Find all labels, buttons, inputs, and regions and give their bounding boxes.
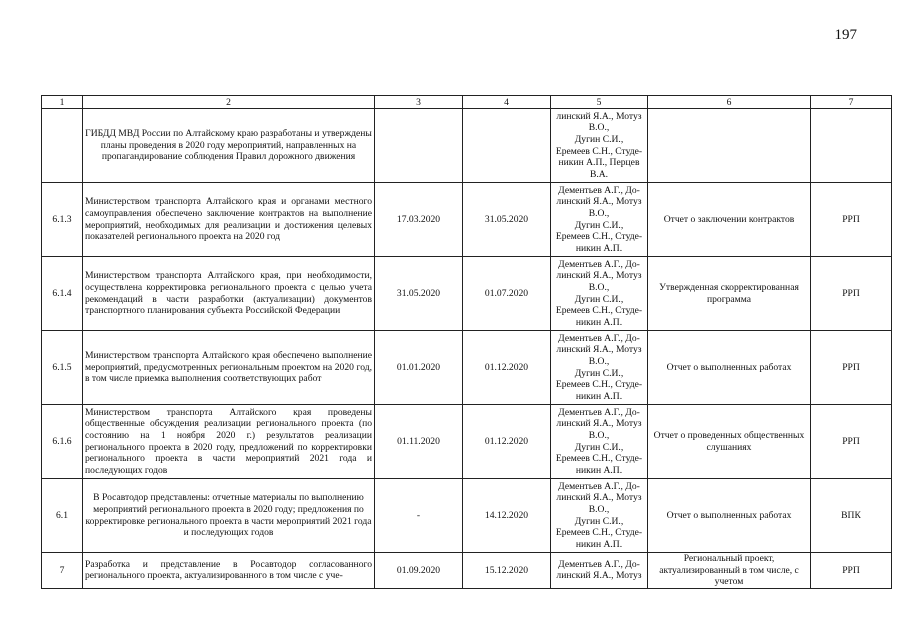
cell-responsible: Дементьев А.Г., До- линский Я.А., Мотуз В.О., Дугин С.И., Еремеев С.Н., Студе- никин А.П. xyxy=(551,479,648,553)
column-header: 3 xyxy=(375,96,463,109)
cell-responsible: Дементьев А.Г., До- линский Я.А., Мотуз В.О., Дугин С.И., Еремеев С.Н., Студе- никин А.П. xyxy=(551,257,648,331)
column-header: 7 xyxy=(811,96,892,109)
cell-code: РРП xyxy=(811,257,892,331)
cell-description: В Росавтодор представлены: отчетные материалы по выполнению мероприятий регионального проекта в 2020 году; предложения по корректировке регионального проекта в части мероприятий 2021 года и последующих годов xyxy=(83,479,375,553)
cell-number: 6.1.3 xyxy=(42,183,83,257)
table-row xyxy=(42,109,892,183)
cell-number: 6.1.5 xyxy=(42,331,83,405)
cell-end-date: 14.12.2020 xyxy=(463,479,551,553)
cell-end-date: 01.12.2020 xyxy=(463,405,551,479)
cell-responsible: Дементьев А.Г., До- линский Я.А., Мотуз xyxy=(551,553,648,589)
cell-code: ВПК xyxy=(811,479,892,553)
cell-number: 6.1.6 xyxy=(42,405,83,479)
cell-end-date: 01.12.2020 xyxy=(463,331,551,405)
cell-start-date xyxy=(375,109,463,183)
cell-end-date: 01.07.2020 xyxy=(463,257,551,331)
table-row xyxy=(42,183,892,257)
page-number: 197 xyxy=(834,27,857,43)
table-row xyxy=(42,257,892,331)
table-header-row xyxy=(42,96,892,109)
cell-description: Министерством транспорта Алтайского края и органами местного самоуправления обеспечено заключение контрактов на выполнение мероприятий, необходимых для реализации и достижения целевых показателей регионального проекта на 2020 год xyxy=(83,183,375,257)
cell-result: Региональный проект, актуализированный в том числе, с учетом xyxy=(648,553,811,589)
cell-result xyxy=(648,109,811,183)
cell-number: 7 xyxy=(42,553,83,589)
cell-responsible: Дементьев А.Г., До- линский Я.А., Мотуз В.О., Дугин С.И., Еремеев С.Н., Студе- никин А.П. xyxy=(551,183,648,257)
cell-start-date: 17.03.2020 xyxy=(375,183,463,257)
column-header: 1 xyxy=(42,96,83,109)
cell-number: 6.1.4 xyxy=(42,257,83,331)
column-header: 2 xyxy=(83,96,375,109)
cell-description: Министерством транспорта Алтайского края, при необходимости, осуществлена корректировка регионального проекта с целью учета рекомендаций в части разработки (актуализации) документов транспортного планирования субъекта Российской Федерации xyxy=(83,257,375,331)
cell-end-date xyxy=(463,109,551,183)
cell-result: Отчет о выполненных работах xyxy=(648,331,811,405)
cell-result: Отчет о выполненных работах xyxy=(648,479,811,553)
cell-code: РРП xyxy=(811,405,892,479)
cell-code: РРП xyxy=(811,331,892,405)
cell-responsible: Дементьев А.Г., До- линский Я.А., Мотуз В.О., Дугин С.И., Еремеев С.Н., Студе- никин А.П. xyxy=(551,331,648,405)
cell-code xyxy=(811,109,892,183)
column-header: 5 xyxy=(551,96,648,109)
cell-start-date: 31.05.2020 xyxy=(375,257,463,331)
cell-description: Разработка и представление в Росавтодор согласованного регионального проекта, актуализированного в том числе с уче- xyxy=(83,553,375,589)
cell-responsible: Дементьев А.Г., До- линский Я.А., Мотуз В.О., Дугин С.И., Еремеев С.Н., Студе- никин А.П. xyxy=(551,405,648,479)
cell-result: Отчет о проведенных общественных слушаниях xyxy=(648,405,811,479)
cell-start-date: - xyxy=(375,479,463,553)
table-row xyxy=(42,331,892,405)
cell-number: 6.1 xyxy=(42,479,83,553)
cell-code: РРП xyxy=(811,183,892,257)
column-header: 6 xyxy=(648,96,811,109)
table-row xyxy=(42,405,892,479)
cell-code: РРП xyxy=(811,553,892,589)
cell-number xyxy=(42,109,83,183)
cell-result: Утвержденная скорректированная программа xyxy=(648,257,811,331)
cell-start-date: 01.09.2020 xyxy=(375,553,463,589)
cell-description: ГИБДД МВД России по Алтайскому краю разработаны и утверждены планы проведения в 2020 году мероприятий, направленных на пропагандирование соблюдения Правил дорожного движения xyxy=(83,109,375,183)
cell-description: Министерством транспорта Алтайского края проведены общественные обсуждения реализации регионального проекта (по состоянию на 1 ноября 2020 г.) результатов реализации регионального проекта в 2020 году, предложений по корректировки регионального проекта в части мероприятий 2021 года и последующих годов xyxy=(83,405,375,479)
cell-end-date: 15.12.2020 xyxy=(463,553,551,589)
column-header: 4 xyxy=(463,96,551,109)
cell-end-date: 31.05.2020 xyxy=(463,183,551,257)
cell-responsible: линский Я.А., Мотуз В.О., Дугин С.И., Еремеев С.Н., Студе- никин А.П., Перцев В.А. xyxy=(551,109,648,183)
cell-start-date: 01.01.2020 xyxy=(375,331,463,405)
cell-description: Министерством транспорта Алтайского края обеспечено выполнение мероприятий, предусмотренных региональным проектом на 2020 год, в том числе приемка выполнения соответствующих работ xyxy=(83,331,375,405)
table-row xyxy=(42,553,892,589)
data-table xyxy=(41,95,892,589)
cell-result: Отчет о заключении контрактов xyxy=(648,183,811,257)
cell-start-date: 01.11.2020 xyxy=(375,405,463,479)
table-row xyxy=(42,479,892,553)
